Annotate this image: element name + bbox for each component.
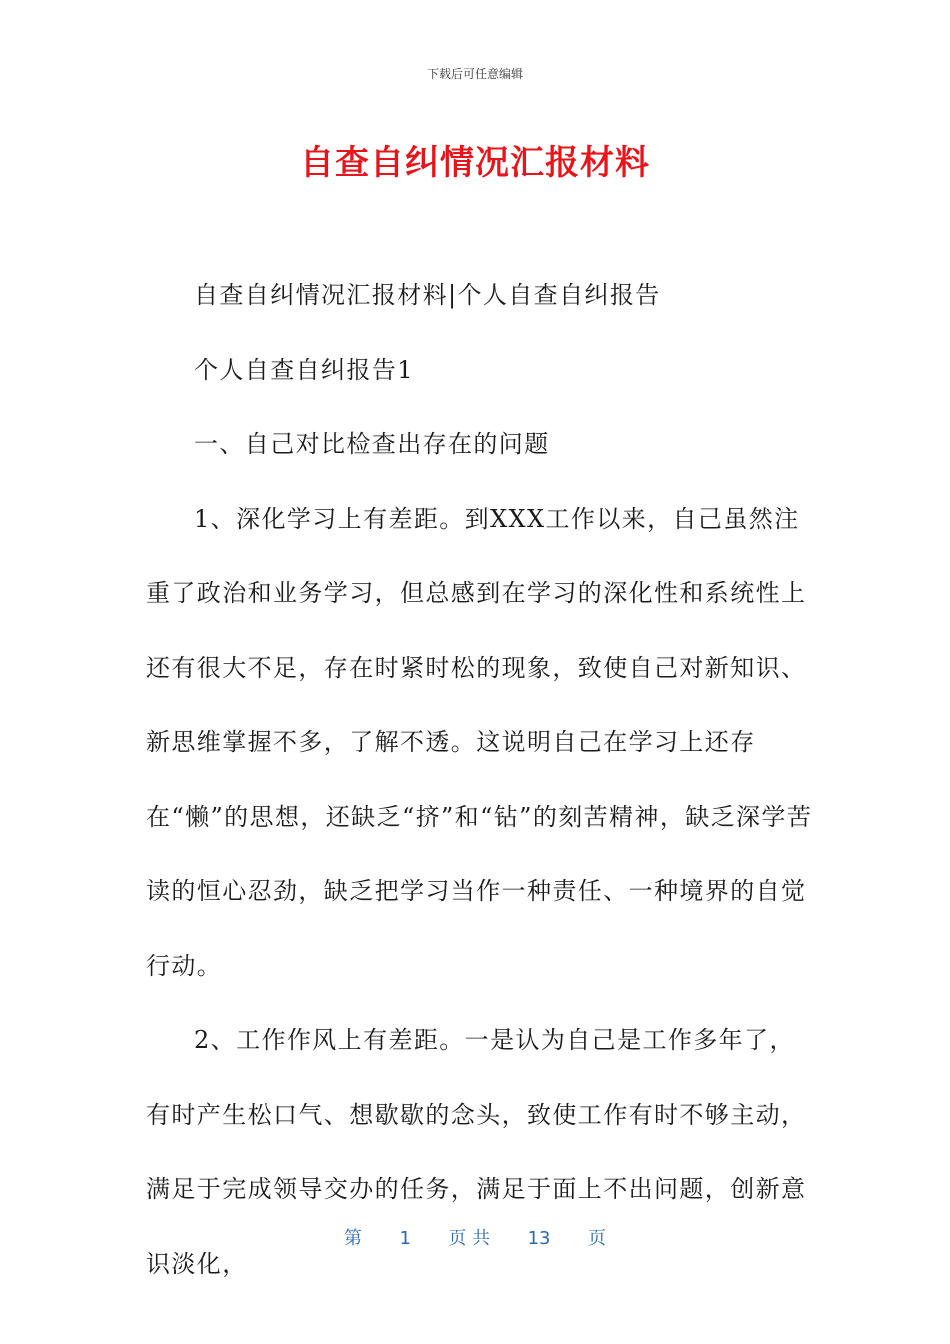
footer-prefix: 第 xyxy=(344,1228,363,1249)
paragraph-report-heading: 个人自查自纠报告1 xyxy=(194,355,414,384)
paragraph-section-heading: 一、自己对比检查出存在的问题 xyxy=(194,430,550,458)
footer-total-pages: 13 xyxy=(527,1228,551,1249)
paragraph-work-style-gap: 2、工作作风上有差距。一是认为自己是工作多年了，有时产生松口气、想歇歇的念头，致使工作有时不够主动，满足于完成领导交办的任务，满足于面上不出问题，创新意识淡化， xyxy=(146,1026,807,1278)
footer-middle: 页 共 xyxy=(448,1228,491,1249)
document-title: 自查自纠情况汇报材料 xyxy=(300,143,650,183)
paragraph-study-gap: 1、深化学习上有差距。到XXX工作以来，自己虽然注重了政治和业务学习，但总感到在学习的深化性和系统性上还有很大不足，存在时紧时松的现象，致使自己对新知识、新思维掌握不多，了解不透。这说明自己在学习上还存在“懒”的思想，还缺乏“挤”和“钻”的刻苦精神，缺乏深学苦读的恒心忍劲，缺乏把学习当作一种责任、一种境界的自觉行动。 xyxy=(146,504,813,980)
footer-current-page: 1 xyxy=(399,1228,411,1249)
document-body xyxy=(146,258,816,1301)
footer-suffix: 页 xyxy=(587,1228,606,1249)
page-footer xyxy=(0,1226,950,1252)
page-header-note: 下载后可任意编辑 xyxy=(426,67,523,81)
paragraph-subtitle: 自查自纠情况汇报材料|个人自查自纠报告 xyxy=(194,281,661,309)
